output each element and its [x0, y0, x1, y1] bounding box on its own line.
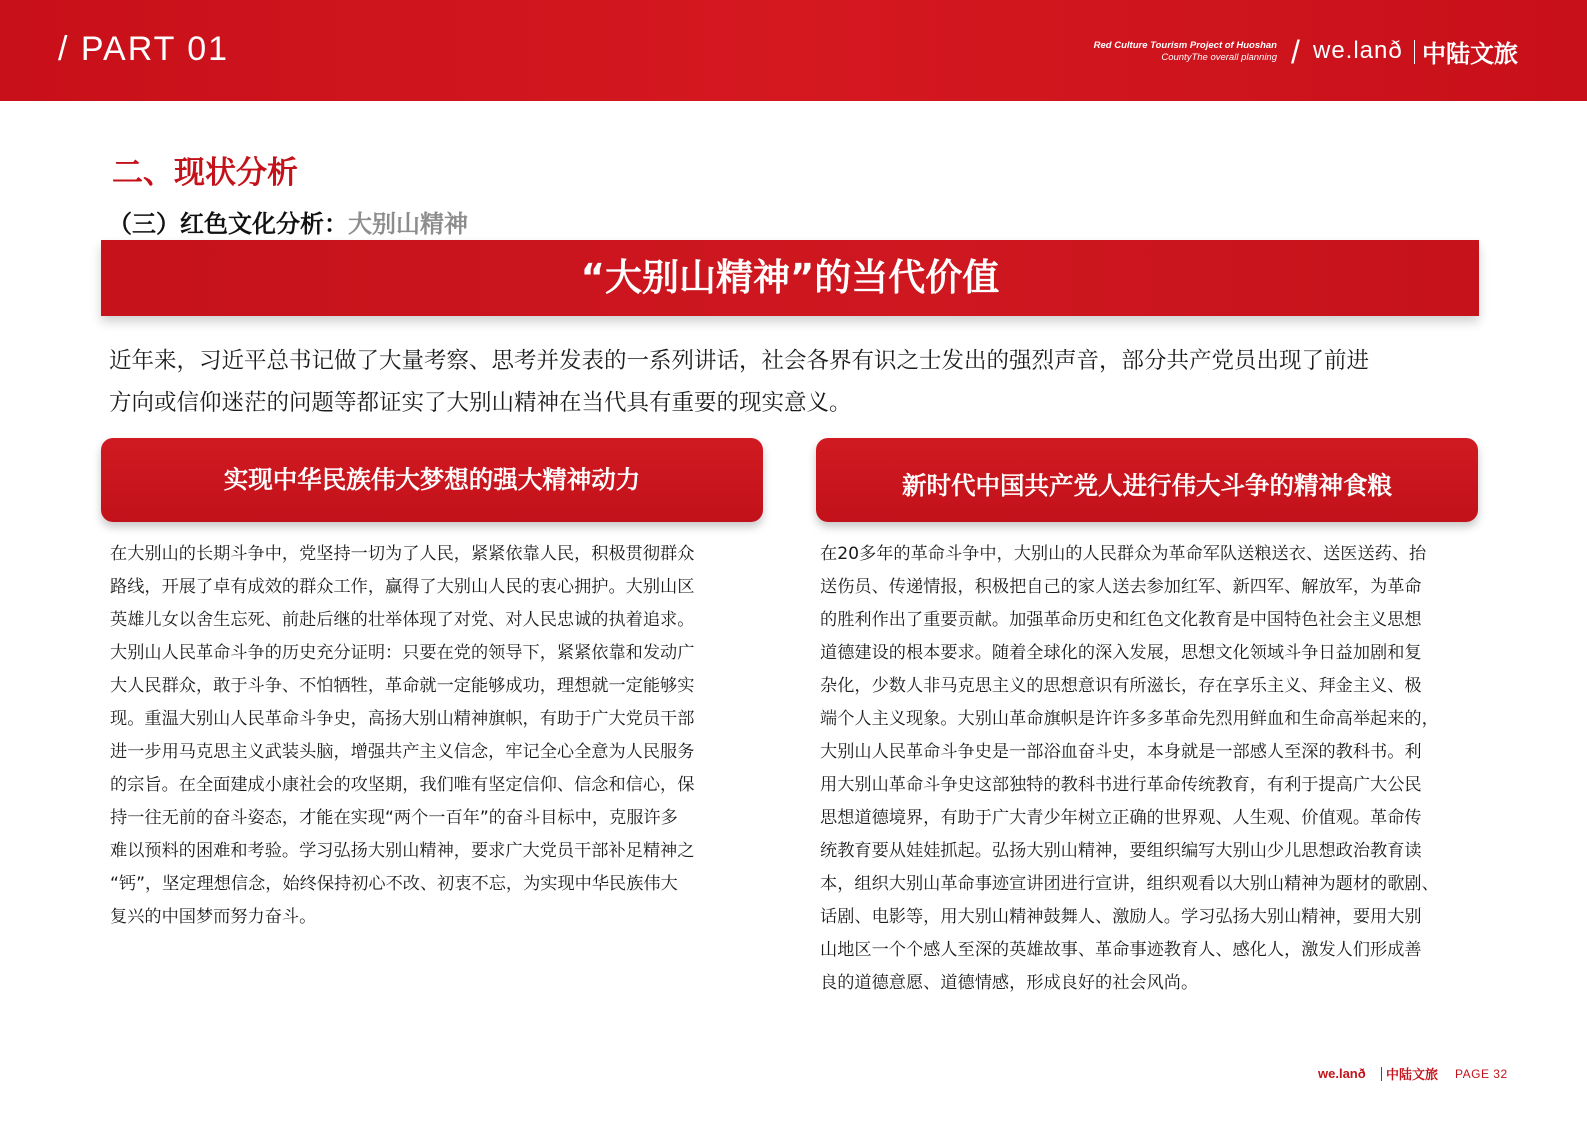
project-caption — [1094, 40, 1277, 64]
project-caption-line1: Red Culture Tourism Project of Huoshan — [1093, 40, 1277, 51]
banner-title: “大别山精神”的当代价值 — [101, 240, 1479, 316]
body-line: 本，组织大别山革命事迹宣讲团进行宣讲，组织观看以大别山精神为题材的歌剧、 — [820, 874, 1439, 894]
footer-divider — [1381, 1067, 1382, 1081]
page-number: PAGE 32 — [1455, 1067, 1508, 1081]
body-line: 路线，开展了卓有成效的群众工作，赢得了大别山人民的衷心拥护。大别山区 — [110, 577, 695, 597]
subsection-title — [108, 204, 468, 239]
brand-divider — [1414, 40, 1415, 64]
card-left-body — [110, 538, 750, 934]
header-bar — [0, 0, 1587, 101]
card-right-title: 新时代中国共产党人进行伟大斗争的精神食粮 — [816, 438, 1478, 522]
footer-brand-cn: 中陆文旅 — [1386, 1068, 1439, 1083]
body-line: 在大别山的长期斗争中，党坚持一切为了人民，紧紧依靠人民，积极贯彻群众 — [110, 544, 695, 564]
footer-brand-en: we.lanð — [1318, 1066, 1366, 1081]
body-line: 大别山人民革命斗争的历史充分证明：只要在党的领导下，紧紧依靠和发动广 — [110, 643, 695, 663]
body-line: 山地区一个个感人至深的英雄故事、革命事迹教育人、感化人，激发人们形成善 — [820, 940, 1422, 960]
body-line: 良的道德意愿、道德情感，形成良好的社会风尚。 — [820, 973, 1199, 993]
brand-logo-cn: 中陆文旅 — [1422, 40, 1518, 68]
body-line: 思想道德境界，有助于广大青少年树立正确的世界观、人生观、价值观。革命传 — [820, 808, 1422, 828]
card-left-title: 实现中华民族伟大梦想的强大精神动力 — [101, 438, 763, 522]
subsection-highlight: 大别山精神 — [348, 210, 468, 238]
body-line: 持一往无前的奋斗姿态，才能在实现“两个一百年”的奋斗目标中，克服许多 — [110, 808, 678, 828]
body-line: 道德建设的根本要求。随着全球化的深入发展，思想文化领域斗争日益加剧和复 — [820, 643, 1422, 663]
body-line: 的胜利作出了重要贡献。加强革命历史和红色文化教育是中国特色社会主义思想 — [820, 610, 1422, 630]
body-line: 在20多年的革命斗争中，大别山的人民群众为革命军队送粮送衣、送医送药、抬 — [820, 544, 1427, 564]
body-line: 话剧、电影等，用大别山精神鼓舞人、激励人。学习弘扬大别山精神，要用大别 — [820, 907, 1422, 927]
body-line: 难以预料的困难和考验。学习弘扬大别山精神，要求广大党员干部补足精神之 — [110, 841, 695, 861]
intro-paragraph — [109, 340, 1459, 424]
section-title: 二、现状分析 — [112, 155, 298, 191]
body-line: “钙”，坚定理想信念，始终保持初心不改、初衷不忘，为实现中华民族伟大 — [110, 874, 678, 894]
header-slash: / — [1291, 34, 1300, 70]
body-line: 统教育要从娃娃抓起。弘扬大别山精神，要组织编写大别山少儿思想政治教育读 — [820, 841, 1422, 861]
body-line: 用大别山革命斗争史这部独特的教科书进行革命传统教育，有利于提高广大公民 — [820, 775, 1422, 795]
brand-logo-en: we.lanð — [1313, 37, 1403, 64]
subsection-prefix: （三）红色文化分析： — [108, 210, 348, 238]
body-line: 现。重温大别山人民革命斗争史，高扬大别山精神旗帜，有助于广大党员干部 — [110, 709, 695, 729]
card-right-body — [820, 538, 1480, 1000]
body-line: 端个人主义现象。大别山革命旗帜是许许多多革命先烈用鲜血和生命高举起来的， — [820, 709, 1439, 729]
body-line: 大别山人民革命斗争史是一部浴血奋斗史，本身就是一部感人至深的教科书。利 — [820, 742, 1422, 762]
body-line: 英雄儿女以舍生忘死、前赴后继的壮举体现了对党、对人民忠诚的执着追求。 — [110, 610, 695, 630]
body-line: 杂化，少数人非马克思主义的思想意识有所滋长，存在享乐主义、拜金主义、极 — [820, 676, 1422, 696]
intro-line: 近年来，习近平总书记做了大量考察、思考并发表的一系列讲话，社会各界有识之士发出的强烈声音，部分共产党员出现了前进 — [109, 348, 1370, 374]
body-line: 的宗旨。在全面建成小康社会的攻坚期，我们唯有坚定信仰、信念和信心，保 — [110, 775, 695, 795]
body-line: 大人民群众，敢于斗争、不怕牺牲，革命就一定能够成功，理想就一定能够实 — [110, 676, 695, 696]
intro-line: 方向或信仰迷茫的问题等都证实了大别山精神在当代具有重要的现实意义。 — [109, 390, 852, 416]
part-label: / PART 01 — [58, 30, 230, 68]
project-caption-line2: CountyThe overall planning — [1161, 52, 1277, 63]
body-line: 复兴的中国梦而努力奋斗。 — [110, 907, 317, 927]
body-line: 送伤员、传递情报，积极把自己的家人送去参加红军、新四军、解放军，为革命 — [820, 577, 1422, 597]
body-line: 进一步用马克思主义武装头脑，增强共产主义信念，牢记全心全意为人民服务 — [110, 742, 695, 762]
